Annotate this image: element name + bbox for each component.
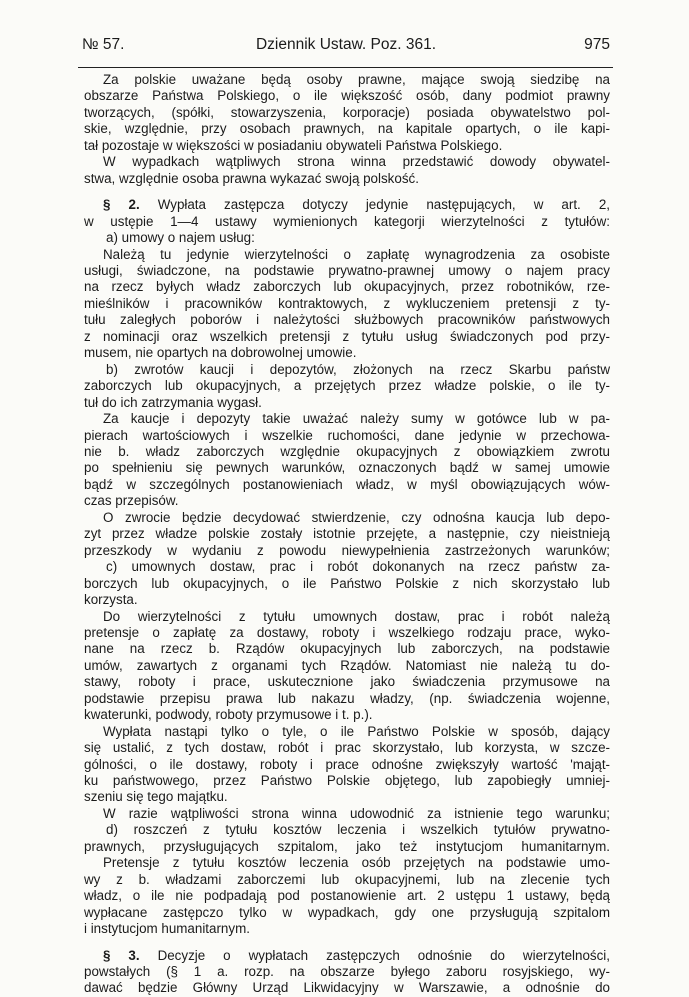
text-line: prawnych, przysługujących szpitalom, jako też instytucjom humanitarnym. xyxy=(84,838,610,854)
text-line: nie b. władz zaborczych względnie okupacyjnych z obowiązkiem zwrotu xyxy=(84,443,610,459)
text-line: na rzecz byłych władz zaborczych lub okupacyjnych, przez robotników, rze- xyxy=(84,279,610,295)
text-line: Wypłata nastąpi tylko o tyle, o ile Państwo Polskie w sposób, dający xyxy=(103,723,610,739)
text-line: borczych lub okupacyjnych, o ile Państwo Polskie z nich skorzystało lub xyxy=(84,575,610,591)
text-line: w ustępie 1—4 ustawy wymienionych kategorji wierzytelności z tytułów: xyxy=(84,213,610,229)
header-rule xyxy=(78,67,613,68)
text-line: po spełnieniu się pewnych warunków, oznaczonych bądź w samej umowie xyxy=(84,460,610,476)
text-line: mieślników i pracowników kontraktowych, z wykluczeniem pretensji z ty- xyxy=(84,295,610,311)
text-line: zaborczych lub okupacyjnych, a przejętych przez władze polskie, o ile ty- xyxy=(84,378,610,394)
text-line: c) umownych dostaw, prac i robót dokonanych na rzecz państw za- xyxy=(106,559,610,575)
text-line: W razie wątpliwości strona winna udowodnić za istnienie tego warunku; xyxy=(103,805,610,821)
text-line: się ustalić, z tych dostaw, robót i prac skorzystało, lub korzysta, w szcze- xyxy=(84,740,610,756)
text-line: podstawie przepisu prawa lub nakazu władzy, (np. świadczenia wojenne, xyxy=(84,690,610,706)
text-line: tułu zaległych poborów i należytości służbowych pracowników państwowych xyxy=(84,312,610,328)
text-line: Za polskie uważane będą osoby prawne, mające swoją siedzibę na xyxy=(103,72,610,87)
text-line: Za kaucje i depozyty takie uważać należy sumy w gotówce lub w pa- xyxy=(103,411,610,427)
text-line: Należą tu jedynie wierzytelności o zapłatę wynagrodzenia za osobiste xyxy=(103,246,610,262)
body-text xyxy=(84,72,610,997)
section-mark: § 3. xyxy=(103,947,140,963)
text-line: obszarze Państwa Polskiego, o ile większość osób, dany podmiot prawny xyxy=(84,88,610,104)
text-line: stawy, roboty i prace, uskutecznione jako świadczenia przymusowe na xyxy=(84,674,610,690)
text-line: tuł do ich zatrzymania wygasł. xyxy=(84,394,262,410)
text-line: bądź w szczególnych postanowieniach władz, w myśl obowiązujących wów- xyxy=(84,476,610,492)
issue-number: № 57. xyxy=(82,36,125,53)
text-line: skie, względnie, przy osobach prawnych, na kapitale opartych, o ile kapi- xyxy=(84,121,610,137)
text-line: wy z b. władzami zaborczemi lub okupacyjnemi, lub na zlecenie tych xyxy=(84,871,610,887)
text-line: b) zwrotów kaucji i depozytów, złożonych na rzecz Skarbu państw xyxy=(106,361,610,377)
text-line: d) roszczeń z tytułu kosztów leczenia i wszelkich tytułów prywatno- xyxy=(106,822,610,838)
page-number: 975 xyxy=(584,36,610,53)
text-line: W wypadkach wątpliwych strona winna przedstawić dowody obywatel- xyxy=(103,154,610,170)
text-line: gólności, o ile dostawy, roboty i prace odnośne zwiększyły wartość 'mająt- xyxy=(84,756,610,772)
text-line: wypłacane zastępczo tylko w wypadkach, gdy one przysługują szpitalom xyxy=(84,904,610,920)
text-line: korzysta. xyxy=(84,592,138,608)
text-line: ku państwowego, przez Państwo Polskie objętego, lub zapobiegły umniej- xyxy=(84,773,610,789)
section-mark: § 2. xyxy=(103,197,140,213)
text-line: tał pozostaje w większości w posiadaniu obywateli Państwa Polskiego. xyxy=(84,137,503,153)
text-line: a) umowy o najem usług: xyxy=(106,230,255,246)
text-line: powstałych (§ 1 a. rozp. na obszarze byłego zaboru rosyjskiego, wy- xyxy=(84,964,610,980)
text-line: nane na rzecz b. Rządów okupacyjnych lub zaborczych, na podstawie xyxy=(84,641,610,657)
text-line: pretensje o zapłatę za dostawy, roboty i wszelkiego rodzaju prace, wyko- xyxy=(84,624,610,640)
text-line: tworzących, (spółki, stowarzyszenia, korporacje) posiada obywatelstwo pol- xyxy=(84,104,610,120)
text-line: zyt przez władze polskie zostały istotnie przejęte, a następnie, czy nieistnieją xyxy=(84,526,610,542)
text-line: szeniu się tego majątku. xyxy=(84,789,228,805)
journal-title: Dziennik Ustaw. Poz. 361. xyxy=(255,36,437,53)
text-line: usługi, świadczone, na podstawie prywatno-prawnej umowy o najem pracy xyxy=(84,262,610,278)
text-line: stwa, względnie osoba prawna wykazać swoją polskość. xyxy=(84,170,419,186)
text-line: musem, nie opartych na dobrowolnej umowie. xyxy=(84,345,357,361)
text-line: § 2. Wypłata zastępcza dotyczy jedynie następujących, w art. 2, xyxy=(103,197,610,213)
text-line: kwaterunki, podwody, roboty przymusowe i t. p.). xyxy=(84,707,373,723)
page-header xyxy=(82,36,610,58)
text-line: przeszkody w wydaniu z powodu niewypełnienia zastrzeżonych warunków; xyxy=(84,542,610,558)
text-line: czas przepisów. xyxy=(84,493,179,509)
text-line: O zwrocie będzie decydować stwierdzenie, czy odnośna kaucja lub depo- xyxy=(103,509,610,525)
text-line: i instytucjom humanitarnym. xyxy=(84,921,250,937)
text-line: Do wierzytelności z tytułu umownych dostaw, prac i robót należą xyxy=(103,608,610,624)
text-line: dawać będzie Główny Urząd Likwidacyjny w Warszawie, a odnośnie do xyxy=(84,980,610,996)
text-line: Pretensje z tytułu kosztów leczenia osób przejętych na podstawie umo- xyxy=(103,855,610,871)
text-line: władz, o ile nie podpadają pod postanowienie art. 2 ustępu 1 ustawy, będą xyxy=(84,888,610,904)
text-line: z nominacji oraz wszelkich pretensji z tytułu usług świadczonych pod przy- xyxy=(84,328,610,344)
text-line: pierach wartościowych i wszelkie ruchomości, dane jedynie w przechowa- xyxy=(84,427,610,443)
text-line: umów, zawartych z organami tych Rządów. Natomiast nie należą tu do- xyxy=(84,657,610,673)
text-line: § 3. Decyzje o wypłatach zastępczych odnośnie do wierzytelności, xyxy=(103,947,610,963)
